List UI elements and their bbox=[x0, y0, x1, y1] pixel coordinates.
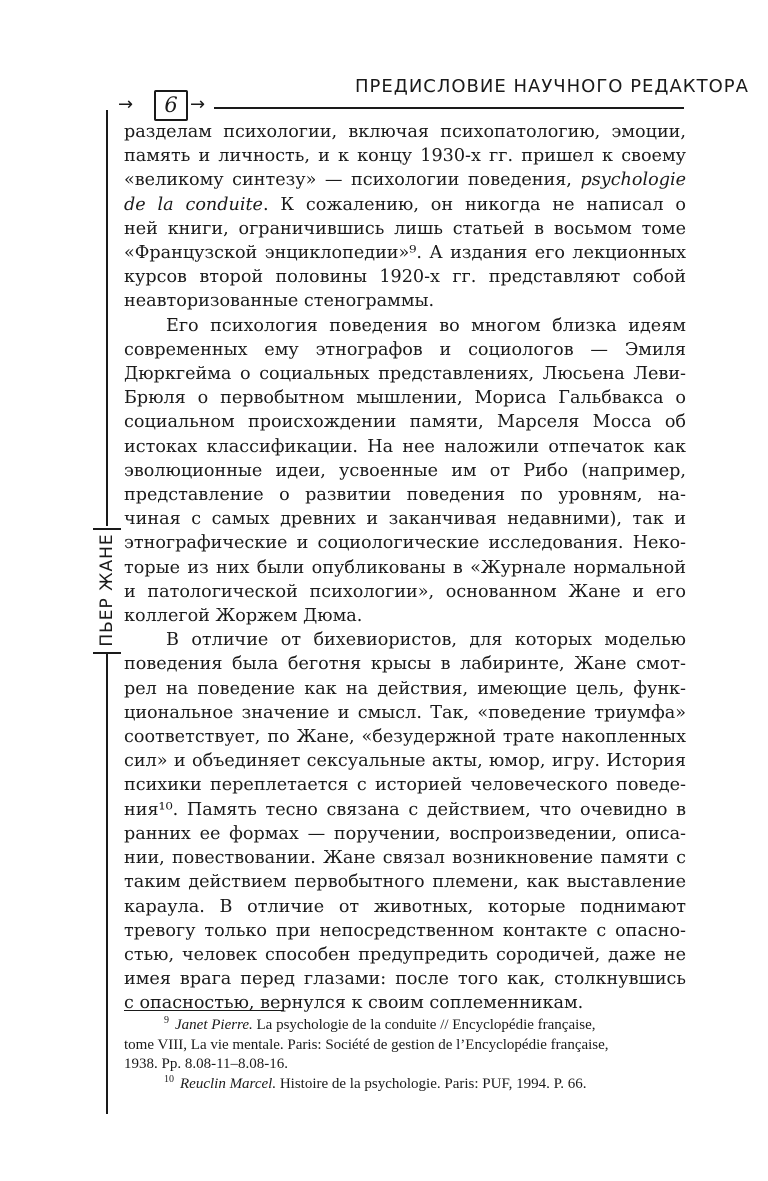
paragraph bbox=[124, 314, 686, 629]
footnote bbox=[124, 1016, 686, 1075]
body-text bbox=[124, 120, 686, 1016]
italic-phrase: psychologie bbox=[580, 170, 686, 191]
text-line: и патологической психологии», основанном Жане и его bbox=[124, 581, 686, 602]
running-header: ПРЕДИСЛОВИЕ НАУЧНОГО РЕДАКТОРА bbox=[355, 76, 749, 97]
arrow-right-icon: → bbox=[190, 94, 206, 115]
text-line: нии, повествовании. Жане связал возникновение памяти с bbox=[124, 848, 686, 869]
footnote-number: 10 bbox=[164, 1073, 174, 1085]
text-line: социальном происхождении памяти, Марселя Мосса об bbox=[124, 412, 686, 433]
side-rule-upper bbox=[106, 110, 108, 526]
text-line: «Французской энциклопедии»⁹. А издания его лекционных bbox=[124, 243, 686, 264]
text-line: стью, человек способен предупредить сородичей, даже не bbox=[124, 944, 686, 965]
footnote-number: 9 bbox=[164, 1015, 169, 1026]
text-line: Дюркгейма о социальных представлениях, Люсьена Леви- bbox=[124, 364, 686, 385]
text-line: современных ему этнографов и социологов — Эмиля bbox=[124, 339, 686, 360]
text-line: коллегой Жоржем Дюма. bbox=[124, 606, 363, 627]
text-line: Брюля о первобытном мышлении, Мориса Гальбвакса о bbox=[124, 388, 686, 409]
text-line: курсов второй половины 1920-х гг. представляют собой bbox=[124, 267, 686, 288]
text-line: разделам психологии, включая психопатологию, эмоции, bbox=[124, 122, 686, 142]
side-label bbox=[91, 528, 123, 654]
text-line: таким действием первобытного племени, как выставление bbox=[124, 872, 686, 893]
side-label-text: ПЬЕР ЖАНЕ bbox=[97, 533, 117, 647]
paragraph bbox=[124, 628, 686, 1015]
footnote-text: Histoire de la psychologie. Paris: PUF, 1994. P. 66. bbox=[276, 1075, 587, 1092]
text-line: циональное значение и смысл. Так, «поведение триумфа» bbox=[124, 702, 686, 723]
text-line: В отличие от бихевиористов, для которых моделью bbox=[166, 630, 686, 651]
text-line: ней книги, ограничившись лишь статьей в восьмом томе bbox=[124, 218, 686, 239]
footnote-rule bbox=[124, 1010, 284, 1011]
text-line: истоках классификации. На нее наложили отпечаток как bbox=[124, 436, 686, 457]
text-line: память и личность, и к концу 1930-х гг. пришел к своему bbox=[124, 146, 686, 167]
footnote bbox=[124, 1075, 686, 1095]
footnote-author: Janet Pierre. bbox=[175, 1017, 253, 1033]
header-rule bbox=[214, 107, 684, 109]
text-line: Его психология поведения во многом близка идеям bbox=[166, 315, 686, 336]
text-line: сил» и объединяет сексуальные акты, юмор, игру. История bbox=[124, 751, 686, 772]
text-line: тревогу только при непосредственном контакте с опасно- bbox=[124, 920, 686, 941]
text-line: психики переплетается с историей человеческого поведе- bbox=[124, 775, 686, 796]
text-line: «великому синтезу» — психологии поведения, psychologie bbox=[124, 170, 686, 191]
text-line: караула. В отличие от животных, которые поднимают bbox=[124, 896, 686, 917]
text-line: этнографические и социологические исследования. Неко- bbox=[124, 533, 686, 554]
paragraph bbox=[124, 120, 686, 314]
footnotes bbox=[124, 1016, 686, 1094]
footnote-author: Reuclin Marcel. bbox=[180, 1075, 277, 1092]
text-line: с опасностью, вернулся к своим соплеменникам. bbox=[124, 993, 584, 1014]
text-line: представление о развитии поведения по уровням, на- bbox=[124, 485, 686, 506]
footnote-line bbox=[124, 1016, 686, 1036]
text-line: неавторизованные стенограммы. bbox=[124, 291, 435, 312]
side-label-bracket-top bbox=[93, 528, 121, 530]
text-line: имея врага перед глазами: после того как, столкнувшись bbox=[124, 969, 686, 990]
text-line: de la conduite. К сожалению, он никогда не написал о bbox=[124, 194, 686, 215]
text-line: ния¹⁰. Память тесно связана с действием, что очевидно в bbox=[124, 799, 686, 820]
text-line: ранних ее формах — поручении, воспроизведении, описа- bbox=[124, 823, 686, 844]
text-line: чиная с самых древних и заканчивая недавними), так и bbox=[124, 509, 686, 530]
footnote-line: 1938. Pp. 8.08-11–8.08-16. bbox=[124, 1056, 289, 1072]
side-rule-lower bbox=[106, 654, 108, 1114]
footnote-text: La psychologie de la conduite // Encyclopédie française, bbox=[252, 1017, 596, 1033]
footnote-line bbox=[124, 1075, 686, 1095]
text-line: торые из них были опубликованы в «Журнале нормальной bbox=[124, 557, 686, 578]
footnote-line: tome VIII, La vie mentale. Paris: Société de gestion de l’Encyclopédie française, bbox=[124, 1036, 609, 1053]
text-line: соответствует, по Жане, «безудержной трате накопленных bbox=[124, 727, 686, 748]
page-number: 6 bbox=[154, 90, 188, 121]
text-line: рел на поведение как на действия, имеющие цель, функ- bbox=[124, 678, 686, 699]
italic-phrase: de la conduite bbox=[124, 194, 263, 215]
text-line: поведения была беготня крысы в лабиринте, Жане смот- bbox=[124, 654, 686, 675]
arrow-right-icon: → bbox=[118, 94, 134, 115]
text-line: эволюционные идеи, усвоенные им от Рибо (например, bbox=[124, 460, 686, 481]
